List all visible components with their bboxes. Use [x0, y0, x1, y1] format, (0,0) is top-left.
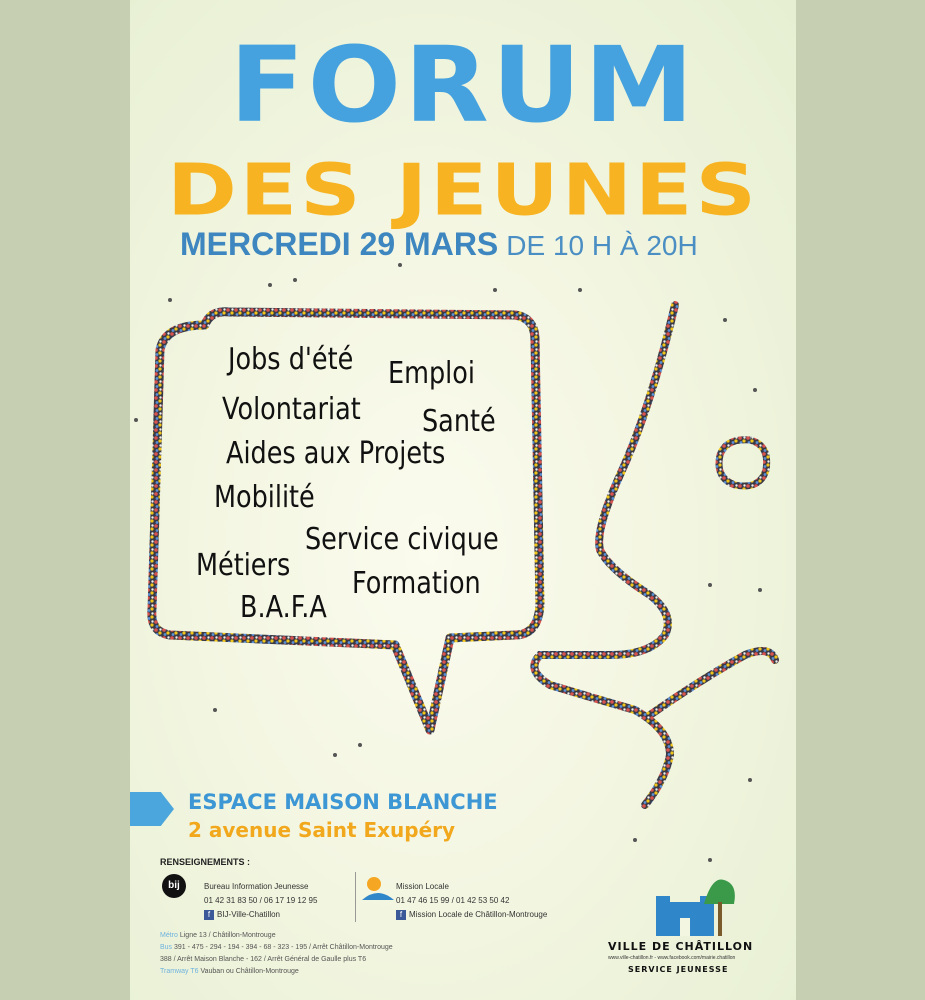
facebook-icon: f — [396, 910, 406, 920]
transport-bus-2-text: 388 / Arrêt Maison Blanche - 162 / Arrêt Général de Gaulle plus T6 — [160, 956, 367, 963]
mission-facebook[interactable] — [396, 910, 547, 920]
bij-facebook[interactable] — [204, 910, 280, 920]
face-profile-crowd — [534, 305, 675, 805]
topic-aides-projets: Aides aux Projets — [226, 436, 446, 471]
topic-mobilite: Mobilité — [214, 480, 315, 515]
event-date — [180, 226, 698, 263]
mission-phones: 01 47 46 15 99 / 01 42 53 50 42 — [396, 896, 510, 905]
event-hours: DE 10 H À 20H — [506, 230, 698, 261]
topic-jobs: Jobs d'été — [228, 342, 354, 377]
mission-locale-logo-icon — [360, 874, 396, 904]
service-jeunesse: SERVICE JEUNESSE — [628, 965, 729, 974]
transport-bus-text: 391 - 475 - 294 - 194 - 394 - 68 - 323 - 195 / Arrêt Châtillon-Montrouge — [174, 944, 393, 951]
chatillon-castle-logo-icon — [642, 874, 752, 938]
transport-tram — [160, 968, 299, 975]
eye-crowd — [719, 440, 767, 486]
topic-volontariat: Volontariat — [222, 392, 361, 427]
facebook-icon: f — [204, 910, 214, 920]
transport-metro-text: Ligne 13 / Châtillon-Montrouge — [179, 932, 276, 939]
city-name: VILLE DE CHÂTILLON — [608, 940, 754, 953]
transport-tram-label: Tramway T6 — [160, 968, 199, 975]
transport-metro — [160, 932, 276, 939]
mission-facebook-label: Mission Locale de Châtillon-Montrouge — [409, 910, 548, 920]
info-divider — [355, 872, 356, 922]
transport-bus-2 — [160, 956, 366, 963]
forum-title: FORUM — [229, 24, 697, 146]
transport-tram-text: Vauban ou Châtillon-Montrouge — [200, 968, 299, 975]
mission-name: Mission Locale — [396, 882, 449, 891]
topic-bafa: B.A.F.A — [240, 590, 327, 625]
topic-formation: Formation — [352, 566, 481, 601]
transport-bus — [160, 944, 393, 951]
topic-metiers: Métiers — [196, 548, 291, 583]
transport-metro-label: Métro — [160, 932, 178, 939]
bij-facebook-label: BIJ-Ville-Chatillon — [217, 910, 280, 920]
topic-sante: Santé — [422, 404, 496, 439]
des-jeunes-title: DES JEUNES — [167, 148, 759, 232]
bij-logo-icon: bij — [162, 874, 186, 898]
face-chin-crowd — [650, 651, 775, 715]
topic-emploi: Emploi — [388, 356, 475, 391]
info-heading: RENSEIGNEMENTS : — [160, 857, 251, 867]
bij-name: Bureau Information Jeunesse — [204, 882, 309, 891]
topic-service-civique: Service civique — [305, 522, 499, 557]
event-day: MERCREDI 29 MARS — [180, 226, 499, 262]
transport-bus-label: Bus — [160, 944, 173, 951]
venue-name: ESPACE MAISON BLANCHE — [188, 790, 498, 814]
poster — [130, 0, 796, 1000]
venue-address: 2 avenue Saint Exupéry — [188, 818, 456, 842]
bij-phones: 01 42 31 83 50 / 06 17 19 12 95 — [204, 896, 318, 905]
city-urls: www.ville-chatillon.fr - www.facebook.com/mairie.chatillon — [608, 955, 736, 961]
